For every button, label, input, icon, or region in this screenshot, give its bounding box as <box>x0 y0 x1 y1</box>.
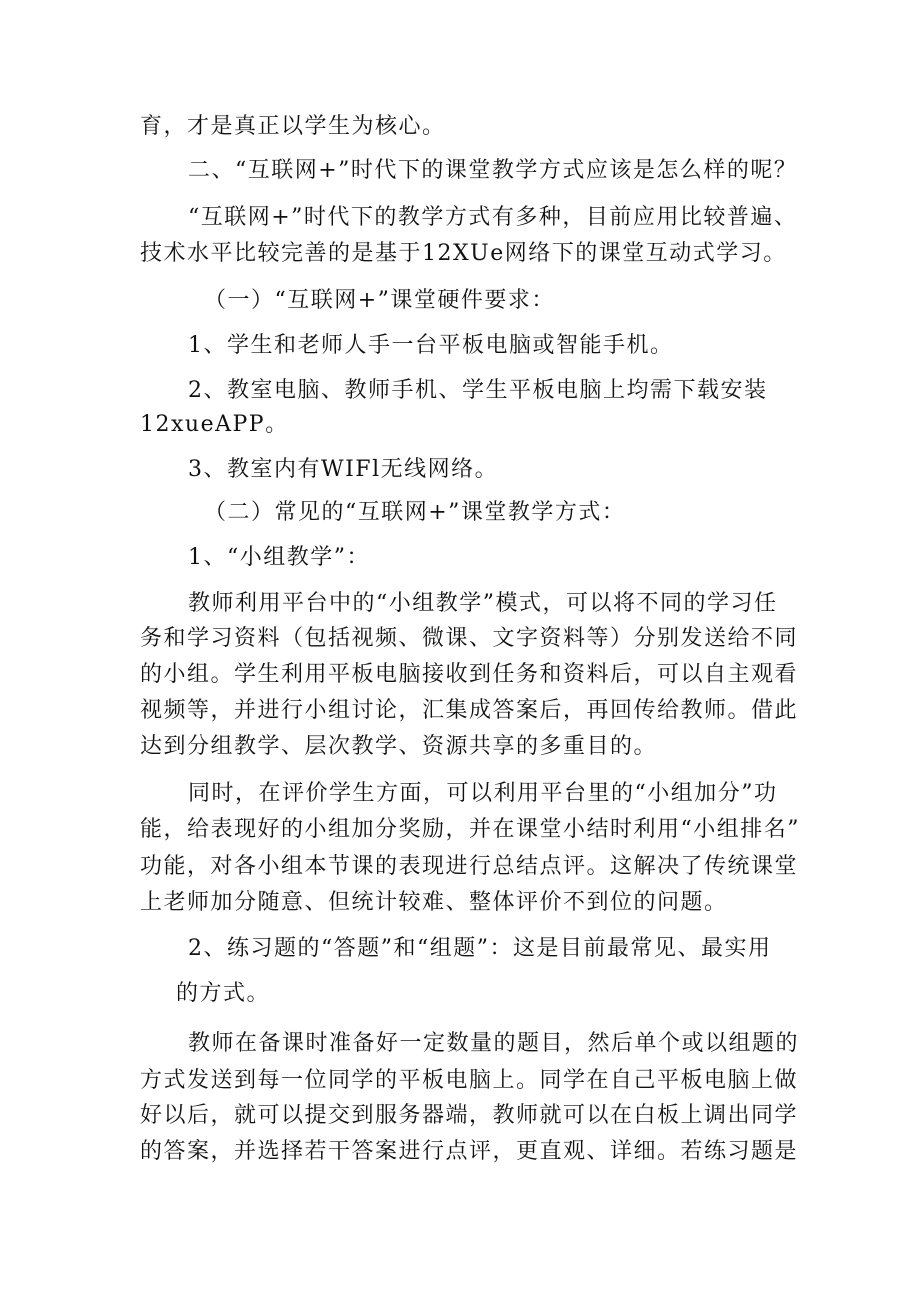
paragraph-line: 教师利用平台中的“小组教学”模式，可以将不同的学习任 <box>188 591 778 616</box>
list-item: 2、教室电脑、教师手机、学生平板电脑上均需下载安装 <box>188 378 768 403</box>
subsection-heading: （一）“互联网+”课堂硬件要求： <box>204 288 555 313</box>
list-item: 1、“小组教学”： <box>188 545 370 570</box>
paragraph-line: 视频等，并进行小组讨论，汇集成答案后，再回传给教师。借此 <box>140 698 799 723</box>
section-heading: 二、“互联网+”时代下的课堂教学方式应该是怎么样的呢？ <box>188 158 798 183</box>
paragraph-line: “互联网+”时代下的教学方式有多种，目前应用比较普遍、 <box>188 205 798 230</box>
list-item: 3、教室内有WIFl无线网络。 <box>188 457 499 482</box>
paragraph-line: 好以后，就可以提交到服务器端，教师就可以在白板上调出同学 <box>140 1103 799 1128</box>
paragraph-line: 功能，对各小组本节课的表现进行总结点评。这解决了传统课堂 <box>140 854 799 879</box>
list-item: 1、学生和老师人手一台平板电脑或智能手机。 <box>188 333 674 358</box>
paragraph-line: 的答案，并选择若干答案进行点评，更直观、详细。若练习题是 <box>140 1139 799 1164</box>
paragraph-line: 教师在备课时准备好一定数量的题目，然后单个或以组题的 <box>188 1031 800 1056</box>
paragraph-line: 方式发送到每一位同学的平板电脑上。同学在自己平板电脑上做 <box>140 1068 799 1093</box>
paragraph-line: 的方式。 <box>176 981 271 1006</box>
paragraph-line: 12xueAPP。 <box>140 412 289 437</box>
paragraph-line: 育，才是真正以学生为核心。 <box>140 114 446 139</box>
subsection-heading: （二）常见的“互联网+”课堂教学方式： <box>204 500 626 525</box>
paragraph-line: 达到分组教学、层次教学、资源共享的多重目的。 <box>140 734 658 759</box>
paragraph-line: 技术水平比较完善的是基于12XUe网络下的课堂互动式学习。 <box>140 241 787 266</box>
paragraph-line: 能，给表现好的小组加分奖励，并在课堂小结时利用“小组排名” <box>140 817 800 842</box>
paragraph-line: 的小组。学生利用平板电脑接收到任务和资料后，可以自主观看 <box>140 662 799 687</box>
paragraph-line: 同时，在评价学生方面，可以利用平台里的“小组加分”功 <box>188 781 778 806</box>
list-item: 2、练习题的“答题”和“组题”：这是目前最常见、最实用 <box>188 936 772 961</box>
paragraph-line: 上老师加分随意、但统计较难、整体评价不到位的问题。 <box>140 890 728 915</box>
paragraph-line: 务和学习资料（包括视频、微课、文字资料等）分别发送给不同 <box>140 626 799 651</box>
